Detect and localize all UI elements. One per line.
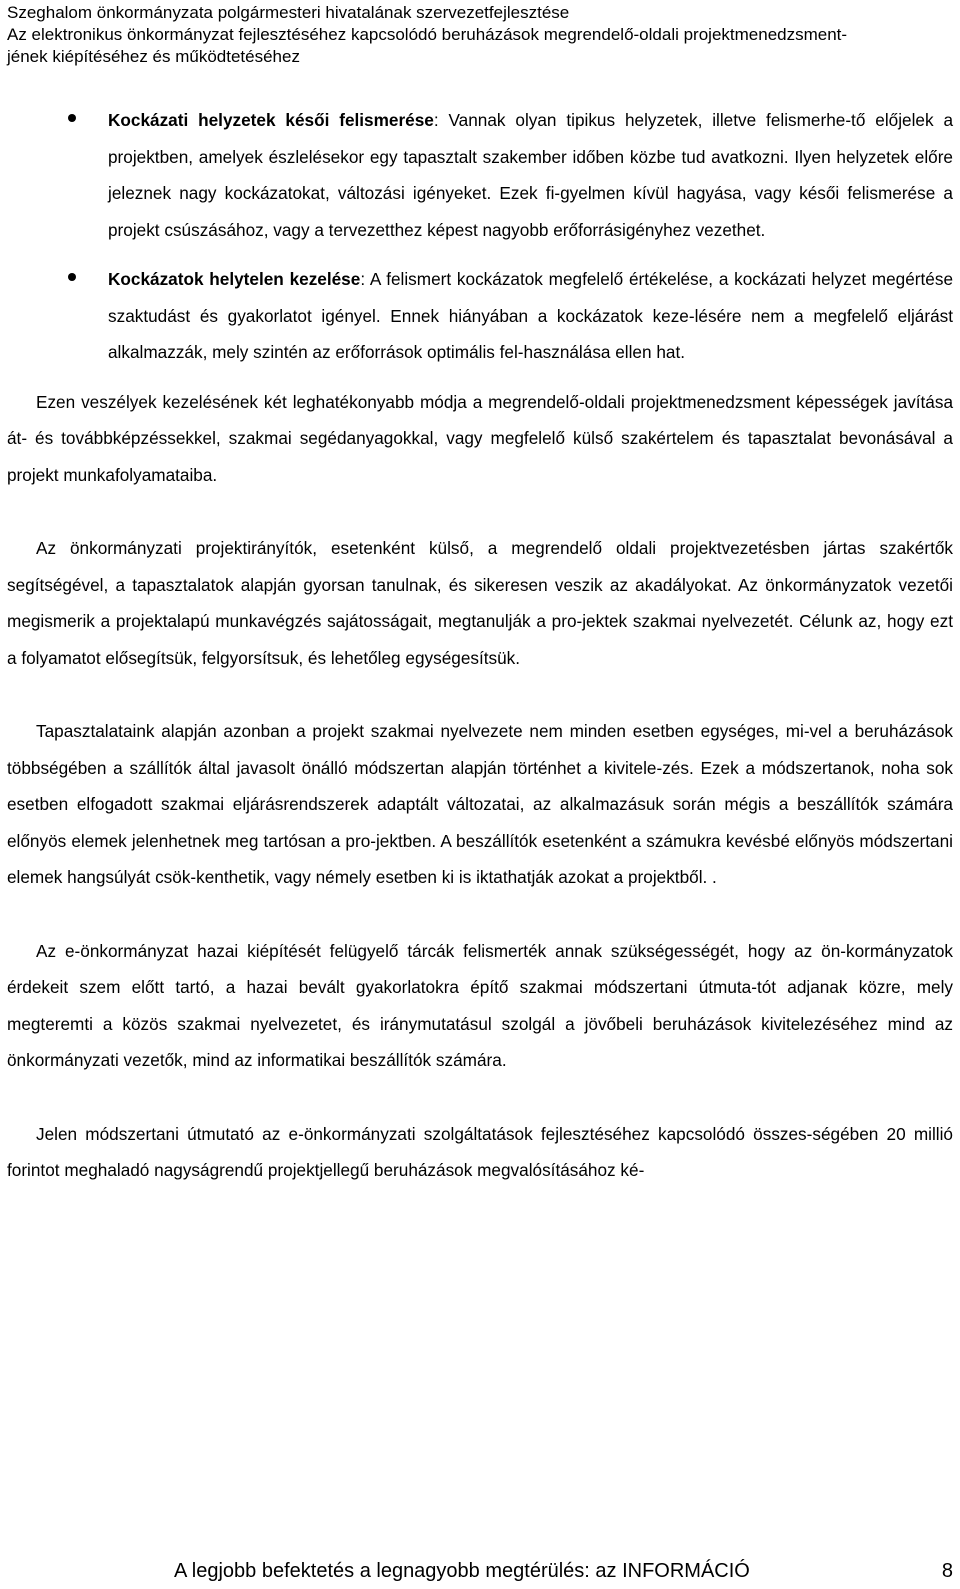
header-line-3: jének kiépítéséhez és működtetéséhez (7, 47, 300, 66)
paragraph: Az önkormányzati projektirányítók, esetenként külső, a megrendelő oldali projektvezetésben jártas szakértők segítségével, a tapasztalatok alapján gyorsan tanulnak, és sikeresen veszik az akadályokat. Az önkormányzatok vezetői megismerik a projektalapú munkavégzés sajátosságait, megtanulják a pro-jektek szakmai nyelvezetét. Célunk az, hogy ezt a folyamatot elősegítsük, felgyorsítsuk, és lehetőleg egységesítsük. (7, 538, 953, 668)
bullet-icon (68, 114, 76, 122)
bullet-text: : A felismert kockázatok megfelelő értékelése, a kockázati helyzet megértése szaktudást és gyakorlatot igényel. Ennek hiányában a kockázatok keze-lésére nem a megfelelő eljárást alkalmazzák, mely szintén az erőforrások optimális fel-használása ellen hat. (108, 269, 954, 362)
paragraph: Ezen veszélyek kezelésének két leghatékonyabb módja a megrendelő-oldali projektmenedzsment képességek javítása át- és továbbképzéssekkel, szakmai segédanyagokkal, vagy megfelelő külső szakértelem és tapasztalat bevonásával a projekt munkafolyamataiba. (7, 391, 953, 485)
document-body (7, 102, 953, 1226)
list-item (7, 102, 953, 248)
page-number: 8 (941, 1560, 953, 1582)
header-line-1: Szeghalom önkormányzata polgármesteri hivatalának szervezetfejlesztése (7, 3, 570, 22)
list-item (7, 261, 953, 371)
paragraph: Jelen módszertani útmutató az e-önkormányzati szolgáltatások fejlesztéséhez kapcsolódó összes-ségében 20 millió forintot meghaladó nagyságrendű projektjellegű beruházások megvalósításához ké- (7, 1123, 953, 1180)
footer-text: A legjobb befektetés a legnagyobb megtérülés: az INFORMÁCIÓ (174, 1560, 750, 1582)
bullet-term: Kockázatok helytelen kezelése (108, 269, 361, 289)
bullet-term: Kockázati helyzetek késői felismerése (108, 110, 434, 130)
bullet-icon (68, 273, 76, 281)
header-line-2: Az elektronikus önkormányzat fejlesztéséhez kapcsolódó beruházások megrendelő-oldali projektmenedzsment- (7, 25, 848, 44)
risk-bullet-list (7, 102, 953, 371)
running-header (7, 2, 953, 68)
bullet-text: : Vannak olyan tipikus helyzetek, illetve felismerhe-tő előjelek a projektben, amelyek észlelésekor egy tapasztalt szakember időben közbe tud avatkozni. Ilyen helyzetek előre jeleznek nagy kockázatokat, változási igényeket. Ezek fi-gyelmen kívül hagyása, vagy késői felismerése a projekt csúszásához, vagy a tervezetthez képest nagyobb erőforrásigényhez vezethet. (108, 110, 954, 240)
page-footer (174, 1557, 953, 1585)
paragraph: Tapasztalataink alapján azonban a projekt szakmai nyelvezete nem minden esetben egységes, mi-vel a beruházások többségében a szállítók által javasolt önálló módszertan alapján történhet a kivitele-zés. Ezek a módszertanok, noha sok esetben elfogadott szakmai eljárásrendszerek adaptált változatai, az alkalmazásuk során mégis a beszállítók számára előnyös elemek jelenhetnek meg tartósan a pro-jektben. A beszállítók esetenként a számukra kevésbé előnyös módszertani elemek hangsúlyát csök-kenthetik, vagy némely esetben ki is iktathatják azokat a projektből. . (7, 721, 953, 887)
paragraph: Az e-önkormányzat hazai kiépítését felügyelő tárcák felismerték annak szükségességét, hogy az ön-kormányzatok érdekeit szem előtt tartó, a hazai bevált gyakorlatokra építő szakmai módszertani útmuta-tót adjanak közre, mely megteremti a közös szakmai nyelvezetet, és iránymutatásul szolgál a jövőbeli beruházások kivitelezéséhez mind az önkormányzati vezetők, mind az informatikai beszállítók számára. (7, 940, 953, 1070)
